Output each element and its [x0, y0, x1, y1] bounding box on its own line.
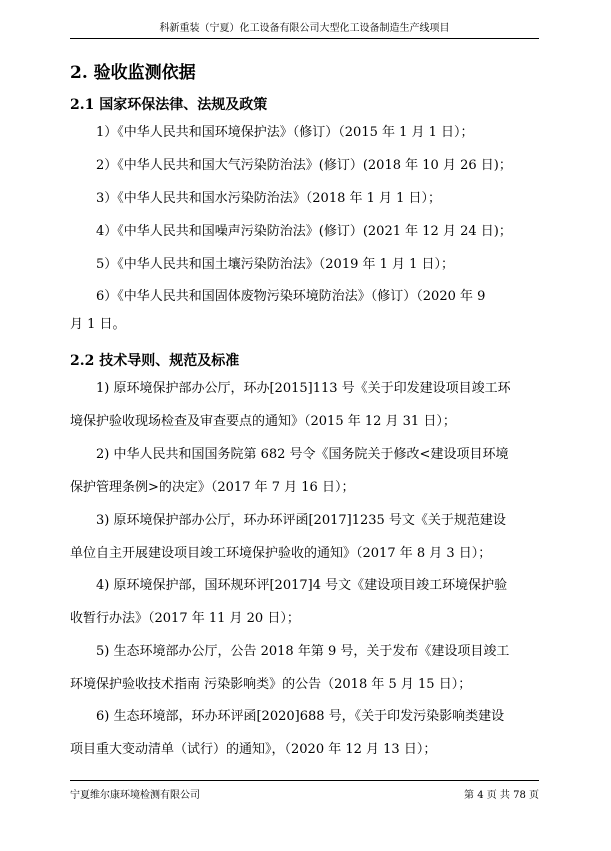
footer-company: 宁夏维尔康环境检测有限公司 — [70, 790, 200, 801]
law-item-3: 3）《中华人民共和国水污染防治法》（2018 年 1 月 1 日）； — [96, 191, 442, 206]
standard-item-2-line-2: 保护管理条例>的决定》（2017 年 7 月 16 日）； — [70, 480, 355, 495]
law-item-4: 4）《中华人民共和国噪声污染防治法》(修订）(2021 年 12 月 24 日)； — [96, 224, 512, 239]
law-item-6: 6）《中华人民共和国固体废物污染环境防治法》（修订）（2020 年 9 — [96, 289, 486, 304]
standard-item-4-line-2: 收暂行办法》（2017 年 11 月 20 日）； — [70, 611, 300, 626]
subsection-heading-2-2: 2.2 技术导则、规范及标准 — [70, 353, 240, 369]
subsection-heading-2-1: 2.1 国家环保法律、法规及政策 — [70, 97, 268, 113]
standard-item-1-line-1: 1) 原环境保护部办公厅，环办[2015]113 号《关于印发建设项目竣工环 — [96, 381, 511, 396]
page-header: 科新重装（宁夏）化工设备有限公司大型化工设备制造生产线项目 — [159, 23, 450, 34]
standard-item-6-line-1: 6) 生态环境部，环办环评函[2020]688 号，《关于印发污染影响类建设 — [96, 709, 505, 724]
law-item-6-continuation: 月 1 日。 — [70, 317, 126, 332]
standard-item-1-line-2: 境保护验收现场检查及审查要点的通知》（2015 年 12 月 31 日）； — [70, 414, 456, 429]
header-rule — [70, 38, 539, 39]
standard-item-2-line-1: 2) 中华人民共和国国务院第 682 号令《国务院关于修改<建设项目环境 — [96, 447, 509, 462]
law-item-5: 5）《中华人民共和国土壤污染防治法》（2019 年 1 月 1 日）； — [96, 257, 455, 272]
standard-item-3-line-2: 单位自主开展建设项目竣工环境保护验收的通知》（2017 年 8 月 3 日）； — [70, 546, 492, 561]
footer-rule — [70, 780, 539, 781]
section-title: 2. 验收监测依据 — [70, 63, 196, 83]
standard-item-5-line-1: 5) 生态环境部办公厅，公告 2018 年第 9 号，关于发布《建设项目竣工 — [96, 644, 510, 659]
footer-page-number: 第 4 页 共 78 页 — [464, 790, 539, 801]
law-item-2: 2）《中华人民共和国大气污染防治法》(修订）(2018 年 10 月 26 日)； — [96, 158, 512, 173]
standard-item-5-line-2: 环境保护验收技术指南 污染影响类》的公告（2018 年 5 月 15 日）； — [70, 677, 472, 692]
standard-item-3-line-1: 3) 原环境保护部办公厅，环办环评函[2017]1235 号文《关于规范建设 — [96, 513, 506, 528]
standard-item-4-line-1: 4) 原环境保护部，国环规环评[2017]4 号文《建设项目竣工环境保护验 — [96, 578, 508, 593]
standard-item-6-line-2: 项目重大变动清单（试行）的通知》，（2020 年 12 月 13 日）； — [70, 742, 437, 757]
law-item-1: 1）《中华人民共和国环境保护法》（修订）（2015 年 1 月 1 日）； — [96, 125, 474, 140]
